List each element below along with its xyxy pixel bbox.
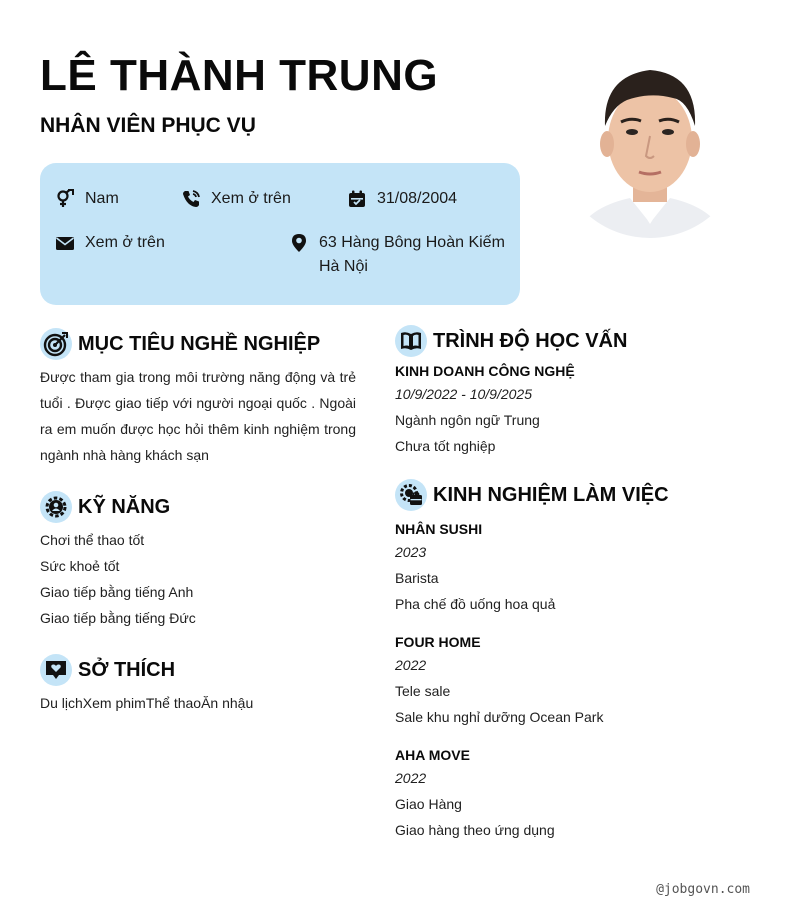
education-entry	[395, 361, 755, 459]
skill-item: Sức khoẻ tốt	[40, 558, 120, 574]
school-name: KINH DOANH CÔNG NGHỆ	[395, 363, 575, 379]
hobbies-section-header	[40, 654, 175, 686]
experience-entry	[395, 519, 755, 617]
education-status: Chưa tốt nghiệp	[395, 438, 496, 454]
email-item	[54, 231, 165, 255]
skills-list	[40, 527, 196, 631]
skill-item: Giao tiếp bằng tiếng Anh	[40, 584, 194, 600]
experience-description: Pha chế đồ uống hoa quả	[395, 596, 556, 612]
skills-gear-icon	[40, 491, 72, 523]
candidate-name: LÊ THÀNH TRUNG	[40, 51, 439, 100]
job-title: NHÂN VIÊN PHỤC VỤ	[40, 114, 256, 137]
map-pin-icon	[288, 231, 310, 255]
skills-section-header	[40, 491, 170, 523]
briefcase-gear-icon	[395, 479, 427, 511]
skill-item: Chơi thể thao tốt	[40, 532, 145, 548]
phone-value: Xem ở trên	[211, 190, 291, 207]
education-section-header	[395, 325, 627, 357]
experience-position: Giao Hàng	[395, 796, 462, 812]
address-line-1: 63 Hàng Bông Hoàn Kiếm	[319, 234, 505, 251]
calendar-icon	[346, 187, 368, 211]
email-value: Xem ở trên	[85, 234, 165, 251]
experience-position: Tele sale	[395, 683, 451, 699]
birthday-value: 31/08/2004	[377, 190, 458, 207]
contact-info-box	[40, 163, 520, 305]
hobbies-heading: SỞ THÍCH	[78, 659, 176, 681]
address-item	[288, 231, 505, 279]
experience-year: 2023	[395, 544, 427, 560]
experience-description: Sale khu nghỉ dưỡng Ocean Park	[395, 709, 604, 725]
hobbies-text: Du lịchXem phimThể thaoĂn nhậu	[40, 695, 254, 711]
education-major: Ngành ngôn ngữ Trung	[395, 412, 540, 428]
heart-chat-icon	[40, 654, 72, 686]
experience-position: Barista	[395, 570, 439, 586]
company-name: FOUR HOME	[395, 634, 481, 650]
education-heading: TRÌNH ĐỘ HỌC VẤN	[433, 330, 628, 352]
experience-description: Giao hàng theo ứng dụng	[395, 822, 555, 838]
objective-section-header	[40, 328, 320, 360]
envelope-icon	[54, 231, 76, 255]
experience-heading: KINH NGHIỆM LÀM VIỆC	[433, 484, 669, 506]
birthday-item	[346, 187, 457, 211]
book-icon	[395, 325, 427, 357]
company-name: AHA MOVE	[395, 747, 470, 763]
skill-item: Giao tiếp bằng tiếng Đức	[40, 610, 196, 626]
experience-entry	[395, 632, 755, 730]
company-name: NHÂN SUSHI	[395, 521, 483, 537]
site-watermark: @jobgovn.com	[656, 882, 750, 897]
objective-text: Được tham gia trong môi trường năng động và trẻ tuổi . Được giao tiếp với người ngoại quốc . Ngoài ra em muốn được học hỏi thêm kinh nghiệm trong ngành nhà hàng khách sạn	[40, 369, 356, 463]
phone-icon	[180, 187, 202, 211]
address-line-2: Hà Nội	[319, 258, 368, 275]
gender-item	[54, 187, 119, 211]
gender-icon	[54, 187, 76, 211]
profile-photo	[555, 48, 745, 238]
target-icon	[40, 328, 72, 360]
skills-heading: KỸ NĂNG	[78, 496, 171, 518]
experience-entry	[395, 745, 755, 843]
gender-value: Nam	[85, 190, 119, 207]
experience-section-header	[395, 479, 669, 511]
experience-year: 2022	[395, 770, 427, 786]
objective-heading: MỤC TIÊU NGHỀ NGHIỆP	[78, 333, 321, 355]
address-value	[319, 231, 505, 279]
phone-item	[180, 187, 291, 211]
experience-year: 2022	[395, 657, 427, 673]
education-period: 10/9/2022 - 10/9/2025	[395, 386, 533, 402]
